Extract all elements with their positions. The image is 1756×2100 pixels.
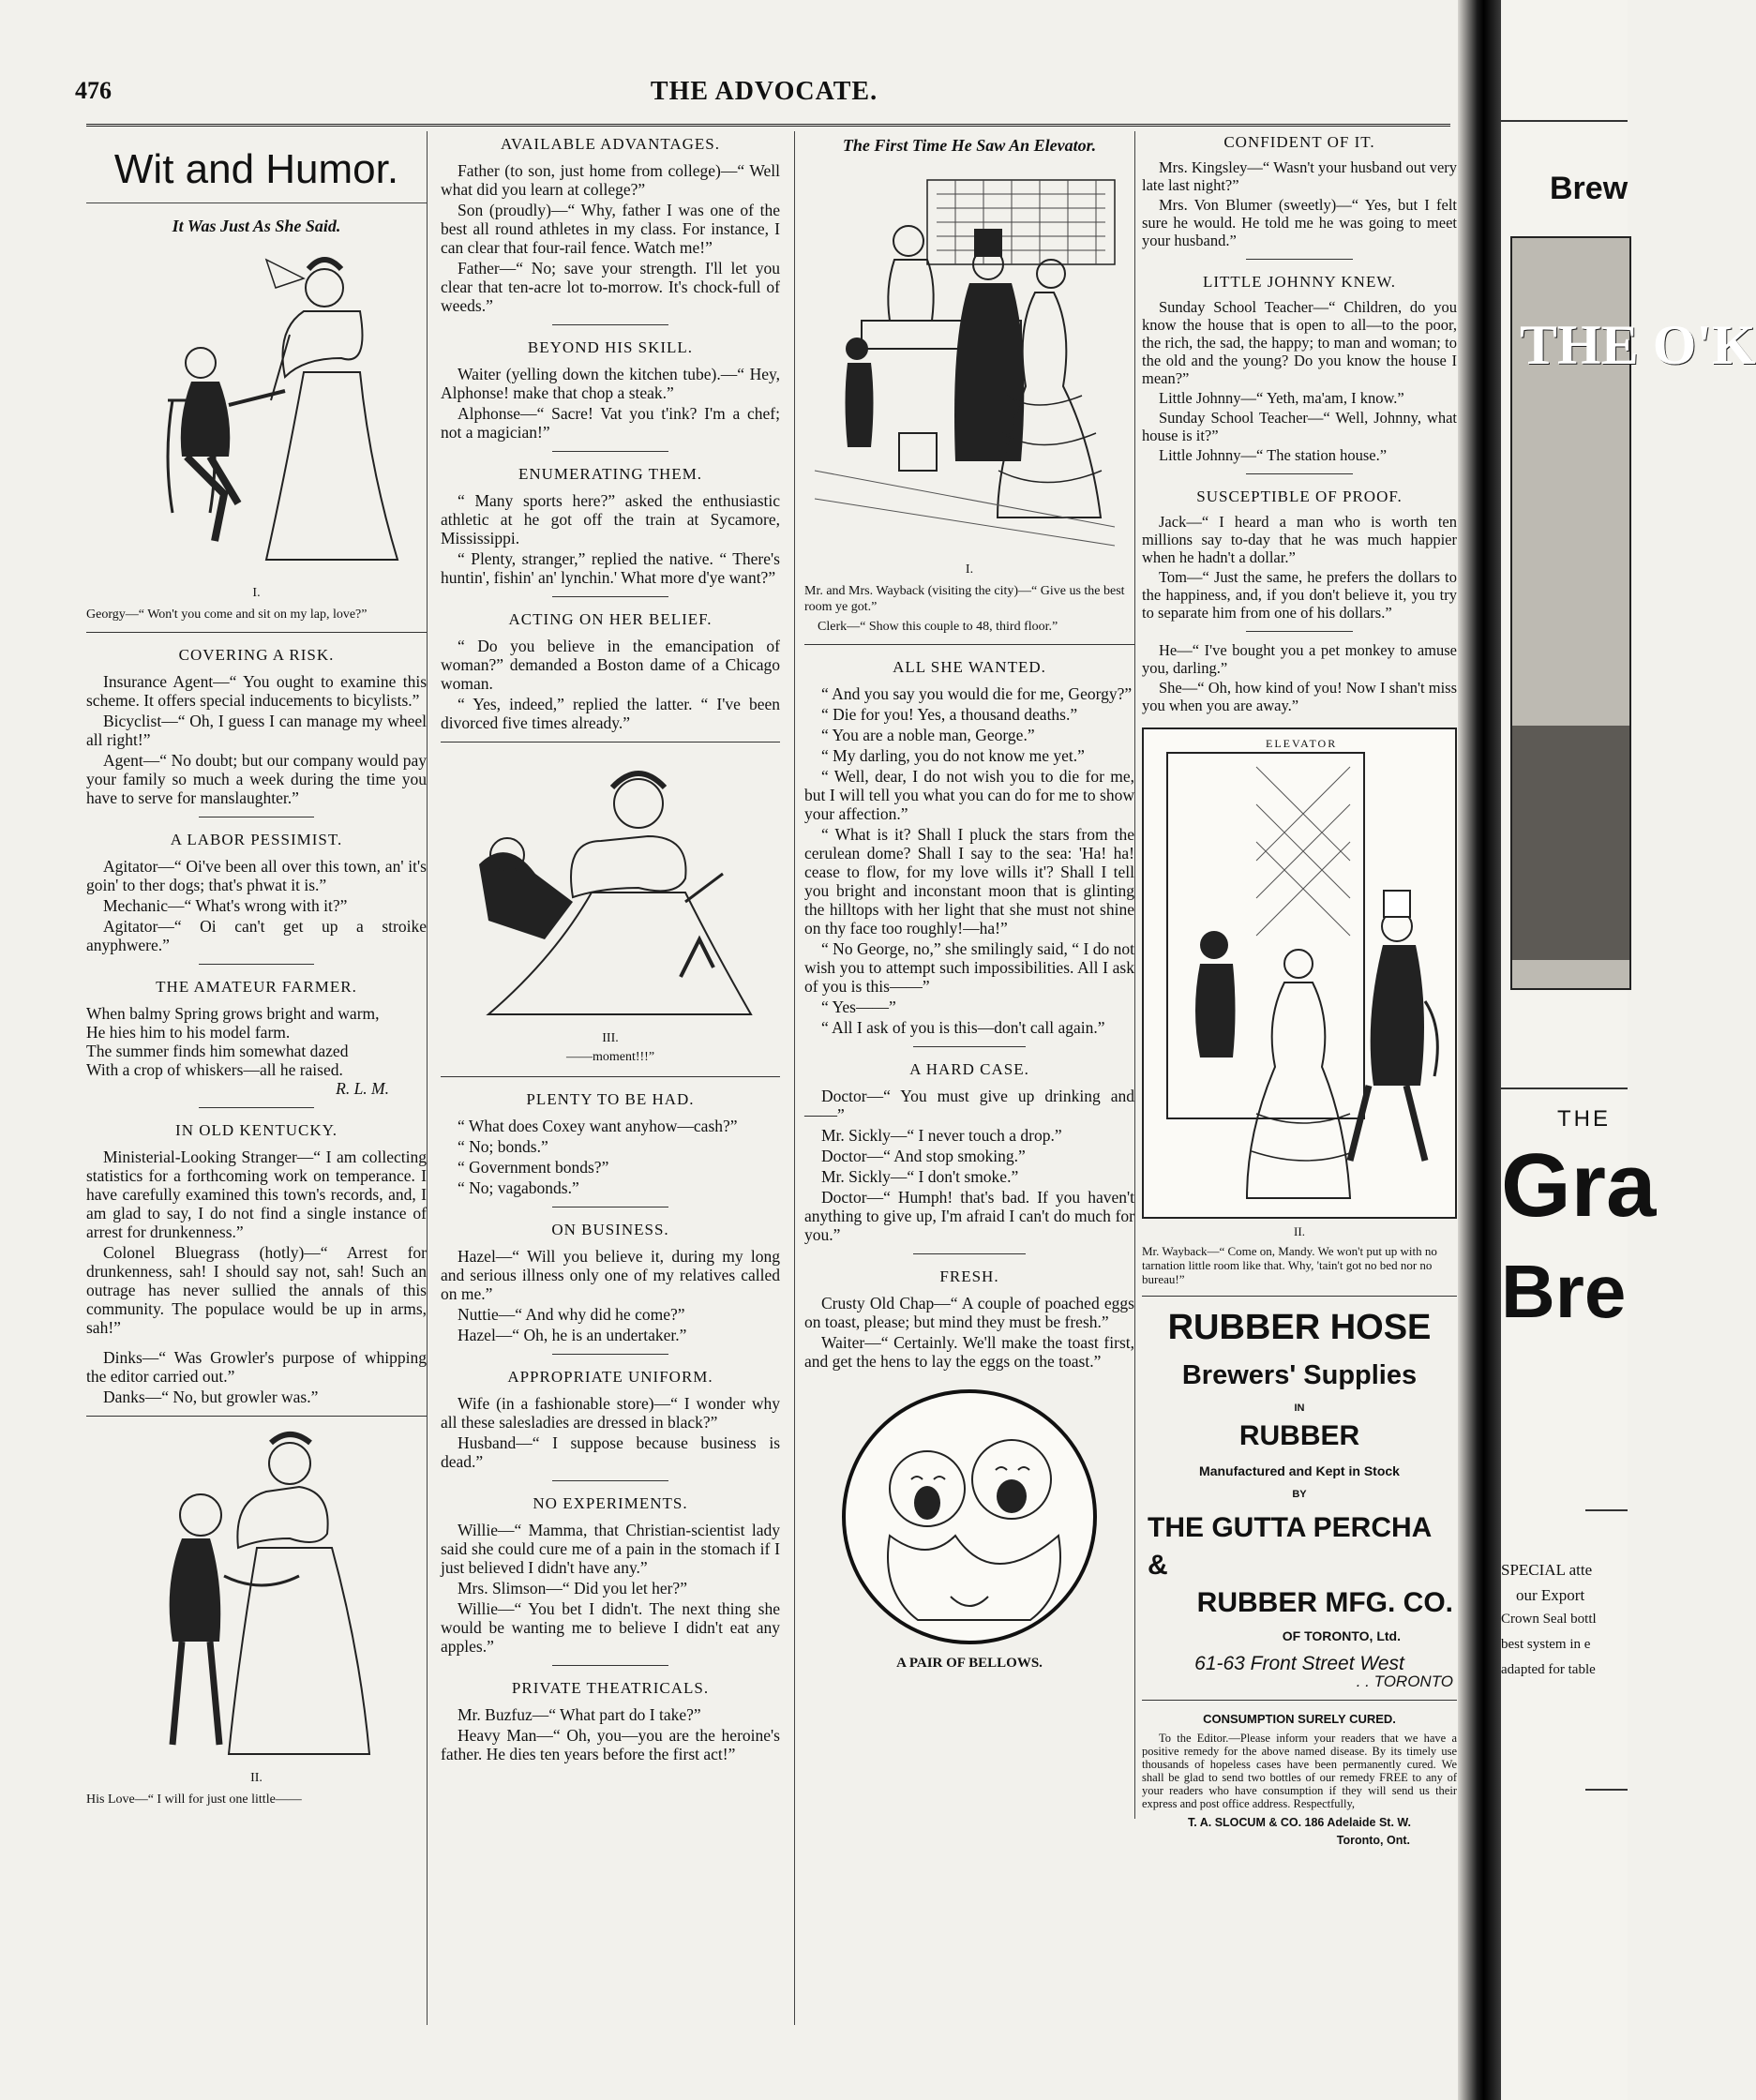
adjacent-page-text: best system in e	[1501, 1637, 1591, 1652]
article-paragraph: Mr. Sickly—“ I never touch a drop.”	[821, 1126, 1062, 1145]
article-paragraph: Agent—“ No doubt; but our company would pay your family so much a week during the time you have to serve for manslaughter.”	[86, 751, 427, 807]
article-paragraph: Mrs. Von Blumer (sweetly)—“ Yes, but I felt sure he would. He told me he was going to meet your husband.”	[1142, 196, 1457, 249]
article-paragraph: Doctor—“ Humph! that's bad. If you haven't anything to give up, I'm afraid I can't do much for you.”	[804, 1188, 1134, 1244]
adjacent-page-text: our Export	[1516, 1586, 1585, 1604]
article-heading: NO EXPERIMENTS.	[533, 1494, 688, 1512]
article-paragraph: Jack—“ I heard a man who is worth ten millions say to-day that he was much happier when he hadn't a dollar.”	[1142, 513, 1457, 566]
article-paragraph: Sunday School Teacher—“ Well, Johnny, what house is it?”	[1142, 409, 1457, 444]
article-paragraph: “ No; bonds.”	[458, 1137, 548, 1156]
article-paragraph: “ And you say you would die for me, Georgy?”	[821, 684, 1133, 703]
verse-line: The summer finds him somewhat dazed	[86, 1042, 349, 1060]
article-heading: LITTLE JOHNNY KNEW.	[1202, 273, 1397, 291]
adjacent-page-headline: Bre	[1501, 1250, 1627, 1333]
article-paragraph: “ My darling, you do not know me yet.”	[821, 746, 1085, 765]
article-heading: CONFIDENT OF IT.	[1223, 133, 1375, 151]
caption-number: I.	[965, 562, 974, 577]
article-paragraph: Mechanic—“ What's wrong with it?”	[103, 896, 348, 915]
article-heading: A HARD CASE.	[909, 1060, 1029, 1078]
article-paragraph: Father (to son, just home from college)—“ Well what did you learn at college?”	[441, 161, 780, 199]
ad-signature: Toronto, Ont.	[1336, 1834, 1410, 1847]
divider	[552, 324, 668, 325]
article-paragraph: Hazel—“ Oh, he is an undertaker.”	[458, 1326, 687, 1344]
ad-address: 61-63 Front Street West	[1194, 1653, 1404, 1674]
header-rule	[86, 124, 1450, 127]
cartoon-illustration-bellows	[838, 1386, 1101, 1648]
article-paragraph: “ Plenty, stranger,” replied the native. “ There's huntin', fishin' an' lynchin.' What more d'ye want?”	[441, 549, 780, 587]
divider	[1142, 1296, 1457, 1297]
advertisement-rubber-hose	[1142, 1306, 1457, 1690]
page-binding-shadow	[1458, 0, 1501, 2100]
cartoon-illustration-3	[451, 752, 770, 1024]
article-heading: THE AMATEUR FARMER.	[156, 978, 357, 996]
elevator-sign: ELEVATOR	[1266, 737, 1338, 750]
article-paragraph: She—“ Oh, how kind of you! Now I shan't miss you when you are away.”	[1142, 679, 1457, 714]
article-paragraph: Tom—“ Just the same, he prefers the dollars to the happiness, and, if you don't believe it, you try to separate him from one of his dollars.”	[1142, 568, 1457, 622]
cartoon-caption: Clerk—“ Show this couple to 48, third floor.”	[818, 620, 1058, 634]
verse-line: With a crop of whiskers—all he raised.	[86, 1060, 343, 1079]
article-heading: ON BUSINESS.	[551, 1221, 669, 1238]
ad-subheading: Brewers' Supplies	[1181, 1360, 1418, 1390]
divider	[552, 1207, 668, 1208]
adjacent-page-headline: Gra	[1501, 1135, 1657, 1236]
article-heading: AVAILABLE ADVANTAGES.	[500, 135, 721, 153]
adjacent-page-picture	[1510, 236, 1756, 990]
cartoon-title: The First Time He Saw An Elevator.	[842, 136, 1097, 155]
article-paragraph: Doctor—“ You must give up drinking and——”	[804, 1087, 1134, 1124]
divider	[441, 1076, 780, 1077]
article-paragraph: Little Johnny—“ Yeth, ma'am, I know.”	[1159, 389, 1404, 407]
article-paragraph: Hazel—“ Will you believe it, during my long and serious illness only one of my relatives called on me.”	[441, 1247, 780, 1303]
cartoon-caption: Georgy—“ Won't you come and sit on my lap, love?”	[86, 608, 368, 622]
adjacent-page-heading: Brew	[1550, 171, 1628, 206]
divider	[1142, 1700, 1457, 1701]
article-paragraph: Father—“ No; save your strength. I'll let you clear that ten-acre lot to-morrow. It's chock-full of weeds.”	[441, 259, 780, 315]
cartoon-caption: His Love—“ I will for just one little——	[86, 1792, 302, 1807]
article-paragraph: “ You are a noble man, George.”	[821, 726, 1035, 744]
cartoon-illustration-elevator-1	[805, 161, 1133, 555]
article-paragraph: Crusty Old Chap—“ A couple of poached eggs on toast, please; but mind they must be fresh.”	[804, 1294, 1134, 1331]
adjacent-page-text: SPECIAL atte	[1501, 1561, 1593, 1579]
article-paragraph: Mr. Buzfuz—“ What part do I take?”	[458, 1705, 701, 1724]
article-paragraph: Mr. Sickly—“ I don't smoke.”	[821, 1167, 1019, 1186]
page-header	[75, 77, 1453, 114]
cartoon-caption: Mr. Wayback—“ Come on, Mandy. We won't put up with no tarnation little room like that. Why, 'tain't got no bed nor no bureau!”	[1142, 1244, 1437, 1286]
article-paragraph: Alphonse—“ Sacre! Vat you t'ink? I'm a chef; not a magician!”	[441, 404, 780, 442]
cartoon-frame-elevator-2	[1142, 728, 1457, 1219]
article-paragraph: “ Yes——”	[821, 998, 896, 1016]
divider	[913, 1253, 1026, 1254]
verse-line: When balmy Spring grows bright and warm,	[86, 1004, 380, 1023]
divider	[913, 1046, 1026, 1047]
ad-text: Manufactured and Kept in Stock	[1199, 1463, 1400, 1478]
article-paragraph: Nuttie—“ And why did he come?”	[458, 1305, 685, 1324]
adjacent-page-text: Crown Seal bottl	[1501, 1612, 1597, 1627]
article-paragraph: Insurance Agent—“ You ought to examine this scheme. It offers special inducements to bicylists.”	[86, 672, 427, 710]
cartoon-illustration-1	[116, 241, 398, 578]
adjacent-page-building	[1512, 726, 1629, 960]
article-paragraph: Willie—“ Mamma, that Christian-scientist lady said she could cure me of a pain in the stomach if I just believed I didn't have any.”	[441, 1521, 780, 1577]
caption-number: III.	[602, 1031, 619, 1045]
page-number: 476	[75, 77, 112, 104]
article-paragraph: Danks—“ No, but growler was.”	[103, 1388, 319, 1406]
divider	[552, 1354, 668, 1355]
divider	[552, 1665, 668, 1666]
divider	[199, 817, 314, 818]
section-title: Wit and Humor.	[113, 146, 399, 192]
article-paragraph: Doctor—“ And stop smoking.”	[821, 1147, 1026, 1165]
article-heading: COVERING A RISK.	[178, 646, 335, 664]
article-heading: A LABOR PESSIMIST.	[170, 831, 343, 848]
cartoon-illustration-elevator-2	[1144, 729, 1455, 1213]
adjacent-page-rule	[1585, 1509, 1628, 1511]
article-paragraph: “ Do you believe in the emancipation of woman?” demanded a Boston dame of a Chicago woman.	[441, 637, 780, 693]
caption-number: I.	[252, 586, 261, 600]
ad-text: BY	[1292, 1489, 1307, 1500]
article-paragraph: Willie—“ You bet I didn't. The next thing she would be wanting me to believe I didn't eat any apples.”	[441, 1599, 780, 1656]
adjacent-page-text: THE	[1557, 1106, 1611, 1132]
caption-number: II.	[1294, 1224, 1305, 1238]
article-paragraph: Waiter—“ Certainly. We'll make the toast first, and get the hens to lay the eggs on the toast.”	[804, 1333, 1134, 1371]
adjacent-page-fragment	[1501, 0, 1756, 2100]
article-paragraph: Waiter (yelling down the kitchen tube).—“ Hey, Alphonse! make that chop a steak.”	[441, 365, 780, 402]
article-heading: ACTING ON HER BELIEF.	[508, 610, 713, 628]
column-1	[86, 131, 427, 1811]
divider	[552, 451, 668, 452]
ad-company-name: THE GUTTA PERCHA &	[1148, 1512, 1432, 1581]
divider	[1246, 631, 1353, 632]
article-heading: APPROPRIATE UNIFORM.	[507, 1368, 713, 1386]
divider	[552, 1480, 668, 1481]
divider	[86, 632, 427, 633]
divider	[1246, 259, 1353, 260]
cartoon-caption: ——moment!!!”	[565, 1050, 655, 1064]
article-heading: PLENTY TO BE HAD.	[526, 1090, 695, 1108]
article-heading: BEYOND HIS SKILL.	[527, 338, 694, 356]
ad-text: IN	[1294, 1402, 1305, 1414]
cartoon-title: It Was Just As She Said.	[172, 217, 341, 235]
divider	[86, 1416, 427, 1417]
caption-number: II.	[250, 1771, 263, 1785]
column-divider	[1134, 131, 1135, 1819]
adjacent-page-rule	[1501, 1088, 1628, 1089]
article-paragraph: Agitator—“ Oi've been all over this town, an' it's goin' to ther dogs; that's phwat it is.”	[86, 857, 427, 894]
ad-signature: T. A. SLOCUM & CO. 186 Adelaide St. W.	[1187, 1816, 1411, 1829]
publication-title: THE ADVOCATE.	[650, 77, 878, 106]
article-heading: PRIVATE THEATRICALS.	[511, 1679, 710, 1697]
adjacent-page-rule	[1501, 120, 1628, 122]
article-paragraph: Agitator—“ Oi can't get up a stroike anyphwere.”	[86, 917, 427, 954]
ad-subheading: RUBBER	[1238, 1420, 1360, 1451]
article-paragraph: “ Yes, indeed,” replied the latter. “ I've been divorced five times already.”	[441, 695, 780, 732]
divider	[86, 202, 427, 203]
adjacent-page-rule	[1585, 1789, 1628, 1791]
column-2	[441, 131, 780, 1765]
ad-text: OF TORONTO, Ltd.	[1282, 1628, 1401, 1643]
article-paragraph: Mrs. Kingsley—“ Wasn't your husband out very late last night?”	[1142, 158, 1458, 194]
column-divider	[427, 131, 428, 2025]
article-paragraph: “ No George, no,” she smilingly said, “ I do not wish you to attempt such impossibilities. All I ask of you is this——”	[804, 939, 1134, 996]
article-heading: ALL SHE WANTED.	[893, 658, 1046, 676]
article-paragraph: Ministerial-Looking Stranger—“ I am collecting statistics for a forthcoming work on temperance. I have carefully examined this town's records, and, I am glad to say, I do not find a single instance of arrest for drunkenness.”	[86, 1148, 427, 1241]
article-paragraph: Little Johnny—“ The station house.”	[1159, 446, 1388, 464]
article-paragraph: “ Many sports here?” asked the enthusiastic athletic at he got off the train at Sycamore, Mississippi.	[441, 491, 780, 548]
column-3	[804, 131, 1134, 1672]
ad-body: To the Editor.—Please inform your readers that we have a positive remedy for the above named disease. By its timely use thousands of hopeless cases have been permanently cured. We shall be glad to send two bottles of our remedy FREE to any of your readers who have consumption if they will send us their express and post office address. Respectfully,	[1142, 1732, 1457, 1810]
divider	[552, 596, 668, 597]
article-paragraph: Sunday School Teacher—“ Children, do you know the house that is open to all—to the poor, the rich, the sad, the happy; to man and woman; to the old and the young? Do you know the house I mean?”	[1142, 298, 1457, 387]
article-paragraph: “ Government bonds?”	[458, 1158, 609, 1177]
divider	[199, 964, 314, 965]
adjacent-page-text: adapted for table	[1501, 1662, 1596, 1677]
article-heading: SUSCEPTIBLE OF PROOF.	[1196, 488, 1403, 505]
cartoon-caption: A PAIR OF BELLOWS.	[896, 1656, 1043, 1671]
article-heading: ENUMERATING THEM.	[518, 465, 703, 483]
verse-signature: R. L. M.	[336, 1079, 389, 1098]
verse-line: He hies him to his model farm.	[86, 1023, 291, 1042]
article-paragraph: “ What does Coxey want anyhow—cash?”	[458, 1117, 738, 1135]
ad-company-name: RUBBER MFG. CO.	[1196, 1587, 1453, 1618]
article-paragraph: Bicyclist—“ Oh, I guess I can manage my wheel all right!”	[86, 712, 427, 749]
adjacent-page-logo: THE O'K	[1520, 314, 1756, 376]
article-paragraph: “ What is it? Shall I pluck the stars from the cerulean dome? Shall I say to the sea: 'Ha! ha! cease to flow, for my love wills it'? Shall I tell you bright and inconstant moon that is glinting the hilltops with her light that she must not shine on thy face too roughly!—ha!”	[804, 825, 1134, 938]
ad-headline: RUBBER HOSE	[1167, 1308, 1432, 1347]
ad-headline: CONSUMPTION SURELY CURED.	[1203, 1712, 1396, 1726]
cartoon-caption: Mr. and Mrs. Wayback (visiting the city)—“ Give us the best room ye got.”	[804, 584, 1125, 614]
article-paragraph: Husband—“ I suppose because business is dead.”	[441, 1433, 780, 1471]
article-paragraph: Mrs. Slimson—“ Did you let her?”	[458, 1579, 687, 1598]
cartoon-illustration-2	[130, 1426, 383, 1763]
article-paragraph: Colonel Bluegrass (hotly)—“ Arrest for drunkenness, sah! I should say not, sah! Such an outrage has never sullied the annals of this community. The populace would be up in arms, sah!”	[86, 1243, 427, 1337]
article-heading: IN OLD KENTUCKY.	[175, 1121, 338, 1139]
advertisement-consumption	[1142, 1710, 1457, 1850]
article-paragraph: Heavy Man—“ Oh, you—you are the heroine's father. He dies ten years before the first act!”	[441, 1726, 780, 1763]
divider	[1246, 473, 1353, 474]
article-paragraph: “ All I ask of you is this—don't call again.”	[821, 1018, 1105, 1037]
ad-address: . . TORONTO	[1356, 1672, 1453, 1690]
article-heading: FRESH.	[939, 1268, 999, 1285]
article-paragraph: Wife (in a fashionable store)—“ I wonder why all these salesladies are dressed in black?”	[441, 1394, 780, 1432]
divider	[199, 1107, 314, 1108]
article-paragraph: “ No; vagabonds.”	[458, 1178, 579, 1197]
article-paragraph: “ Die for you! Yes, a thousand deaths.”	[821, 705, 1078, 724]
divider	[804, 644, 1134, 645]
column-divider	[794, 131, 795, 2025]
article-paragraph: Son (proudly)—“ Why, father I was one of the best all round athletes in my class. For instance, I can clear that four-rail fence. Watch me!”	[441, 201, 780, 257]
article-paragraph: He—“ I've bought you a pet monkey to amuse you, darling.”	[1142, 641, 1457, 677]
article-paragraph: Dinks—“ Was Growler's purpose of whipping the editor carried out.”	[86, 1348, 427, 1386]
article-paragraph: “ Well, dear, I do not wish you to die for me, but I will tell you what you can do for me to show your affection.”	[804, 767, 1134, 823]
column-4	[1142, 131, 1457, 1850]
